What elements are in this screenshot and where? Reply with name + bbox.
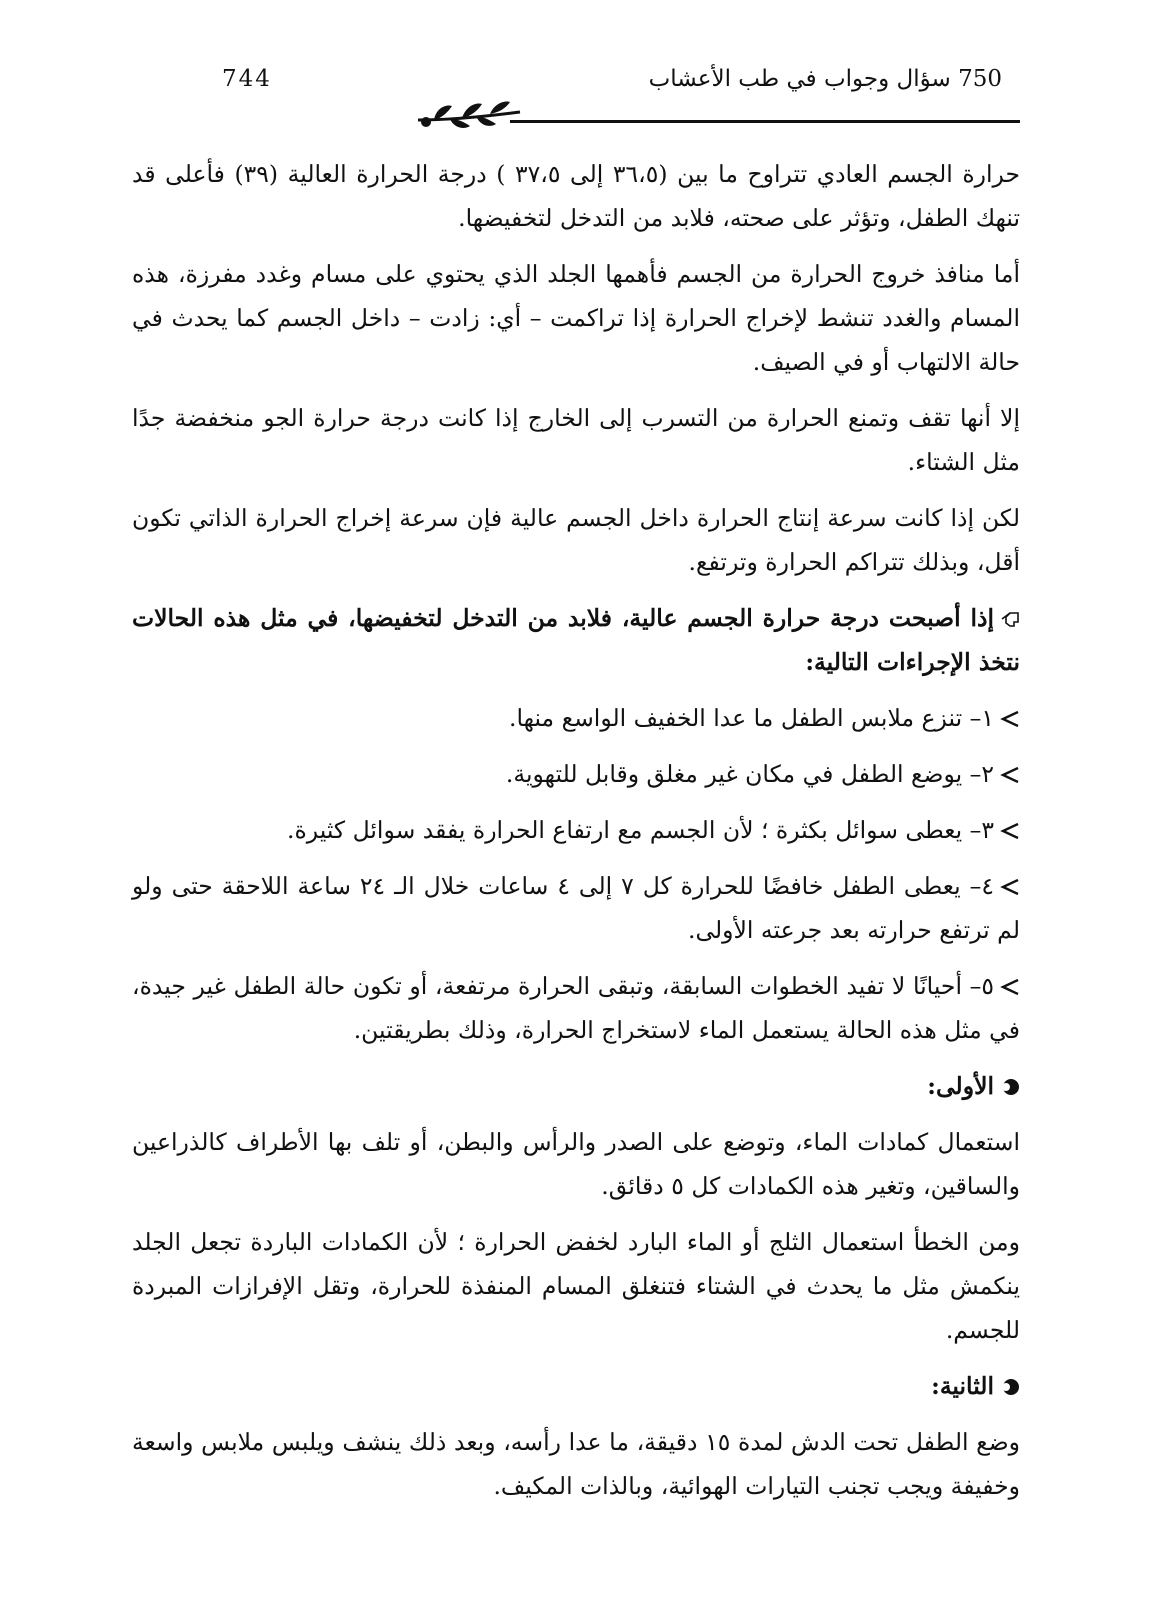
step-marker: ٣ [981, 816, 994, 844]
step-marker: ١ [981, 704, 994, 732]
step-text: – يعطى الطفل خافضًا للحرارة كل ٧ إلى ٤ ساعات خلال الـ ٢٤ ساعة اللاحقة حتى ولو لم ترتفع حرارته بعد جرعته الأولى. [132, 872, 1020, 944]
step-marker: ٢ [981, 760, 994, 788]
procedures-intro-text: إذا أصبحت درجة حرارة الجسم عالية، فلابد من التدخل لتخفيضها، في مثل هذه الحالات نتخذ الإجراءات التالية: [132, 604, 1020, 676]
arrowhead-bullet-icon [1000, 977, 1020, 997]
page-number: 744 [222, 66, 272, 92]
method-two-heading [132, 1364, 1020, 1408]
step-marker: ٤ [981, 872, 995, 900]
list-item [132, 808, 1020, 852]
pointing-hand-icon [1000, 609, 1020, 629]
arrowhead-bullet-icon [1000, 709, 1020, 729]
paragraph-shower: وضع الطفل تحت الدش لمدة ١٥ دقيقة، ما عدا رأسه، وبعد ذلك ينشف ويلبس ملابس واسعة وخفيفة ويجب تجنب التيارات الهوائية، وبالذات المكيف. [132, 1428, 1020, 1500]
paragraph-heat-outlets: أما منافذ خروج الحرارة من الجسم فأهمها الجلد الذي يحتوي على مسام وغدد مفرزة، هذه المسام والغدد تنشط لإخراج الحرارة إذا تراكمت – أي: زادت – داخل الجسم كما يحدث في حالة الالتهاب أو في الصيف. [132, 260, 1020, 376]
list-item [132, 696, 1020, 740]
paragraph-cold-weather: إلا أنها تقف وتمنع الحرارة من التسرب إلى الخارج إذا كانت درجة حرارة الجو منخفضة جدًا مثل الشتاء. [132, 404, 1020, 476]
list-item [132, 864, 1020, 952]
header-rule [510, 120, 1020, 123]
list-item [132, 752, 1020, 796]
arrowhead-bullet-icon [1000, 765, 1020, 785]
crescent-bullet-icon [1002, 1078, 1020, 1096]
paragraph-procedures-intro [132, 596, 1020, 684]
paragraph-ice-warning: ومن الخطأ استعمال الثلج أو الماء البارد لخفض الحرارة ؛ لأن الكمادات الباردة تجعل الجلد ينكمش مثل ما يحدث في الشتاء فتنغلق المسام المنفذة للحرارة، وتقل الإفرازات المبردة للجسم. [132, 1228, 1020, 1344]
arrowhead-bullet-icon [1000, 821, 1020, 841]
step-text: – يوضع الطفل في مكان غير مغلق وقابل للتهوية. [505, 760, 982, 788]
method-one-heading-text: الأولى: [927, 1072, 994, 1100]
book-title: 750 سؤال وجواب في طب الأعشاب [648, 66, 1002, 92]
leaf-branch-icon [414, 98, 524, 134]
crescent-bullet-icon [1002, 1378, 1020, 1396]
step-text: – يعطى سوائل بكثرة ؛ لأن الجسم مع ارتفاع الحرارة يفقد سوائل كثيرة. [287, 816, 982, 844]
list-item [132, 964, 1020, 1052]
step-text: – تنزع ملابس الطفل ما عدا الخفيف الواسع منها. [508, 704, 982, 732]
paragraph-normal-temperature: حرارة الجسم العادي تتراوح ما بين (٣٦،٥ إلى ٣٧،٥ ) درجة الحرارة العالية (٣٩) فأعلى قد تنهك الطفل، وتؤثر على صحته، فلابد من التدخل لتخفيضها. [132, 160, 1021, 232]
step-text: – أحيانًا لا تفيد الخطوات السابقة، وتبقى الحرارة مرتفعة، أو تكون حالة الطفل غير جيدة، في مثل هذه الحالة يستعمل الماء لاستخراج الحرارة، وذلك بطريقتين. [132, 972, 1020, 1044]
paragraph-heat-accumulation: لكن إذا كانت سرعة إنتاج الحرارة داخل الجسم عالية فإن سرعة إخراج الحرارة الذاتي تكون أقل، وبذلك تتراكم الحرارة وترتفع. [132, 504, 1020, 576]
step-marker: ٥ [981, 972, 994, 1000]
arrowhead-bullet-icon [1000, 877, 1020, 897]
paragraph-compresses: استعمال كمادات الماء، وتوضع على الصدر والرأس والبطن، أو تلف بها الأطراف كالذراعين والساقين، وتغير هذه الكمادات كل ٥ دقائق. [132, 1128, 1020, 1200]
method-two-heading-text: الثانية: [931, 1372, 994, 1400]
page-header [0, 62, 1152, 132]
page-body [132, 152, 1020, 1520]
method-one-heading [132, 1064, 1020, 1108]
